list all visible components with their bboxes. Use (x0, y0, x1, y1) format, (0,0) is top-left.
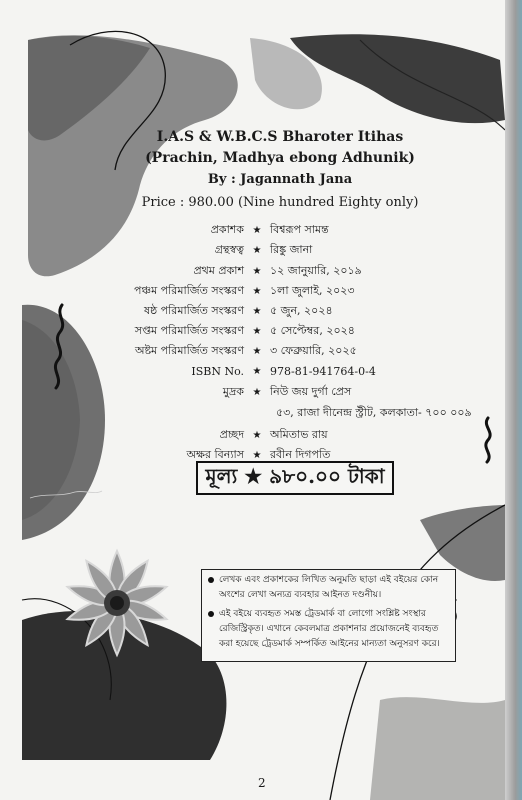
detail-value: বিশ্বরূপ সামন্ত (270, 222, 329, 236)
detail-value: ১২ জানুয়ারি, ২০১৯ (270, 263, 362, 277)
detail-value: ৩ ফেব্রুয়ারি, ২০২৫ (270, 343, 357, 357)
book-title: I.A.S & W.B.C.S Bharoter Itihas (156, 129, 404, 145)
detail-row (80, 241, 312, 259)
detail-value: ৫ জুন, ২০২৪ (270, 303, 333, 317)
detail-value: নিউ জয় দুর্গা প্রেস (270, 384, 352, 398)
page-number: 2 (258, 776, 266, 790)
detail-value: রবীন দিগপতি (270, 447, 331, 461)
detail-label: ISBN No. (191, 364, 244, 378)
detail-value: 978-81-941764-0-4 (270, 364, 376, 378)
star-separator-icon: ★ (252, 265, 262, 277)
detail-label: অক্ষর বিন্যাস (186, 447, 244, 461)
detail-label: ষষ্ঠ পরিমার্জিত সংস্করণ (143, 303, 244, 317)
detail-label: অষ্টম পরিমার্জিত সংস্করণ (134, 343, 244, 357)
detail-value: অমিতাভ রায় (270, 427, 328, 441)
detail-row (80, 322, 355, 340)
detail-label: প্রথম প্রকাশ (193, 263, 244, 277)
star-separator-icon: ★ (252, 429, 262, 441)
price-line: Price : 980.00 (Nine hundred Eighty only) (141, 195, 419, 210)
star-separator-icon: ★ (252, 449, 262, 461)
detail-label: প্রকাশক (210, 222, 244, 236)
detail-row (80, 362, 376, 380)
book-title-block (130, 128, 430, 212)
star-separator-icon: ★ (252, 285, 262, 297)
star-separator-icon: ★ (252, 365, 262, 377)
detail-row (80, 302, 333, 320)
star-separator-icon: ★ (252, 325, 262, 337)
printer-address: ৫৩, রাজা দীনেন্দ্র স্ট্রীট, কলকাতা- ৭০০ ০০৯ (276, 406, 472, 419)
bottom-right-dark (370, 697, 505, 800)
star-separator-icon: ★ (252, 224, 262, 236)
top-right-blob (290, 34, 505, 123)
star-separator-icon: ★ (252, 244, 262, 256)
right-squiggle-top (486, 418, 490, 462)
detail-row (80, 262, 362, 280)
notice-item: এই বইয়ে ব্যবহৃত সমস্ত ট্রেডমার্ক বা লোগো সংশ্লিষ্ট সংস্থার রেজিস্ট্রিকৃত। এখানে কেবলমাত্র প্রকাশনার প্রয়োজনেই ব্যবহৃত করা হয়েছে ট্রেডমার্ক সম্পর্কিত আইনের মান্যতা অনুসরণ করে। (207, 607, 450, 652)
detail-row (80, 342, 357, 360)
detail-row (80, 221, 329, 239)
copyright-notice-box (201, 569, 456, 662)
price-box: মূল্য ★ ৯৮০.০০ টাকা (196, 461, 394, 495)
detail-value: ১লা জুলাই, ২০২৩ (270, 283, 355, 297)
detail-value: ৫ সেপ্টেম্বর, ২০২৪ (270, 323, 355, 337)
detail-row (80, 383, 351, 401)
detail-label: গ্রন্থস্বত্ব (214, 242, 244, 256)
detail-label: সপ্তম পরিমার্জিত সংস্করণ (134, 323, 244, 337)
detail-label: প্রচ্ছদ (219, 427, 244, 441)
star-separator-icon: ★ (252, 345, 262, 357)
star-separator-icon: ★ (252, 305, 262, 317)
detail-row (80, 282, 355, 300)
detail-row (80, 426, 328, 444)
notice-item: লেখক এবং প্রকাশকের লিখিত অনুমতি ছাড়া এই বইয়ের কোন অংশের লেখা অন্যত্র ব্যবহার আইনত দণ্ডনীয়। (207, 573, 450, 603)
star-separator-icon: ★ (252, 386, 262, 398)
detail-label: পঞ্চম পরিমার্জিত সংস্করণ (133, 283, 244, 297)
author-line: By : Jagannath Jana (207, 172, 353, 187)
book-subtitle: (Prachin, Madhya ebong Adhunik) (145, 150, 415, 166)
detail-label: মুদ্রক (222, 384, 244, 398)
page-edge (505, 0, 522, 800)
detail-value: রিঙ্কু জানা (270, 242, 313, 256)
